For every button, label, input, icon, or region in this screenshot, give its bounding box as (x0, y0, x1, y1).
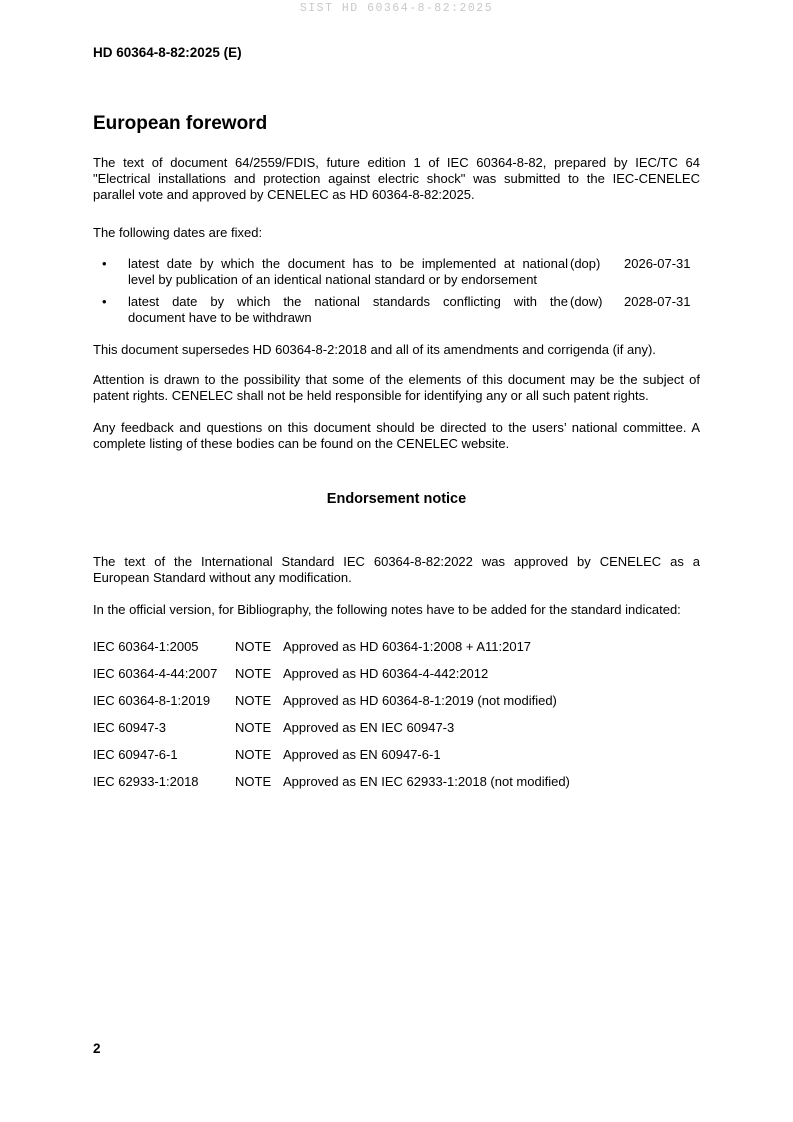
note-label: NOTE (235, 720, 272, 735)
standard-ref: IEC 62933-1:2018 (93, 774, 199, 789)
foreword-intro-paragraph (93, 155, 700, 203)
note-text: Approved as EN IEC 60947-3 (283, 720, 455, 735)
bullet-text (128, 256, 568, 288)
note-label: NOTE (235, 747, 272, 762)
dow-label: (dow) (570, 294, 603, 309)
dop-label: (dop) (570, 256, 601, 271)
foreword-heading: European foreword (93, 113, 268, 134)
endorsement-heading: Endorsement notice (326, 491, 467, 507)
bullet-line: latest date by which the national standards conflicting with the (128, 294, 568, 309)
bibliography-row (93, 639, 700, 655)
bullet-text (128, 294, 568, 326)
note-text: Approved as EN 60947-6-1 (283, 747, 441, 762)
patent-rights-paragraph (93, 372, 700, 404)
standard-ref: IEC 60364-1:2005 (93, 639, 199, 654)
paragraph-line: The text of the International Standard IEC 60364-8-82:2022 was approved by CENELEC as a (93, 554, 700, 569)
bullet-item-dop (93, 256, 700, 288)
bibliography-note-list (93, 639, 700, 801)
dates-intro: The following dates are fixed: (93, 225, 263, 240)
feedback-paragraph (93, 420, 700, 452)
standard-ref: IEC 60947-3 (93, 720, 166, 735)
bibliography-row (93, 666, 700, 682)
paragraph-line: parallel vote and approved by CENELEC as HD 60364-8-82:2025. (93, 187, 475, 202)
paragraph-line: "Electrical installations and protection against electric shock" was submitted to the IEC-CENELEC (93, 171, 700, 186)
paragraph-line: complete listing of these bodies can be found on the CENELEC website. (93, 436, 510, 451)
paragraph-line: Any feedback and questions on this document should be directed to the users’ national committee. A (93, 420, 700, 435)
bibliography-row (93, 747, 700, 763)
page-number: 2 (93, 1041, 101, 1056)
note-label: NOTE (235, 774, 272, 789)
dop-date: 2026-07-31 (624, 256, 691, 271)
bullet-line: latest date by which the document has to be implemented at national (128, 256, 568, 271)
standard-ref: IEC 60947-6-1 (93, 747, 178, 762)
supersedes-paragraph: This document supersedes HD 60364-8-2:2018 and all of its amendments and corrigenda (if any). (93, 342, 656, 357)
paragraph-line: patent rights. CENELEC shall not be held responsible for identifying any or all such patent rights. (93, 388, 649, 403)
note-label: NOTE (235, 666, 272, 681)
note-label: NOTE (235, 693, 272, 708)
bullet-line: level by publication of an identical national standard or by endorsement (128, 272, 538, 287)
document-reference: HD 60364-8-82:2025 (E) (93, 45, 242, 60)
dow-date: 2028-07-31 (624, 294, 691, 309)
note-text: Approved as EN IEC 62933-1:2018 (not modified) (283, 774, 570, 789)
standard-ref: IEC 60364-4-44:2007 (93, 666, 218, 681)
bullet-icon: • (102, 256, 107, 271)
paragraph-line: Attention is drawn to the possibility that some of the elements of this document may be the subject of (93, 372, 700, 387)
bibliography-row (93, 774, 700, 790)
paragraph-line: European Standard without any modification. (93, 570, 352, 585)
note-label: NOTE (235, 639, 272, 654)
bibliography-intro: In the official version, for Bibliography, the following notes have to be added for the standard indicated: (93, 602, 681, 617)
bibliography-row (93, 693, 700, 709)
approval-paragraph (93, 554, 700, 586)
note-text: Approved as HD 60364-1:2008 + A11:2017 (283, 639, 532, 654)
bullet-row (93, 256, 700, 288)
bullet-item-dow (93, 294, 700, 326)
bullet-line: document have to be withdrawn (128, 310, 312, 325)
note-text: Approved as HD 60364-8-1:2019 (not modified) (283, 693, 557, 708)
bullet-icon: • (102, 294, 107, 309)
standard-ref: IEC 60364-8-1:2019 (93, 693, 211, 708)
paragraph-line: The text of document 64/2559/FDIS, future edition 1 of IEC 60364-8-82, prepared by IEC/TC 64 (93, 155, 700, 170)
note-text: Approved as HD 60364-4-442:2012 (283, 666, 489, 681)
watermark-text: SIST HD 60364-8-82:2025 (299, 2, 494, 15)
bullet-row (93, 294, 700, 326)
bibliography-row (93, 720, 700, 736)
